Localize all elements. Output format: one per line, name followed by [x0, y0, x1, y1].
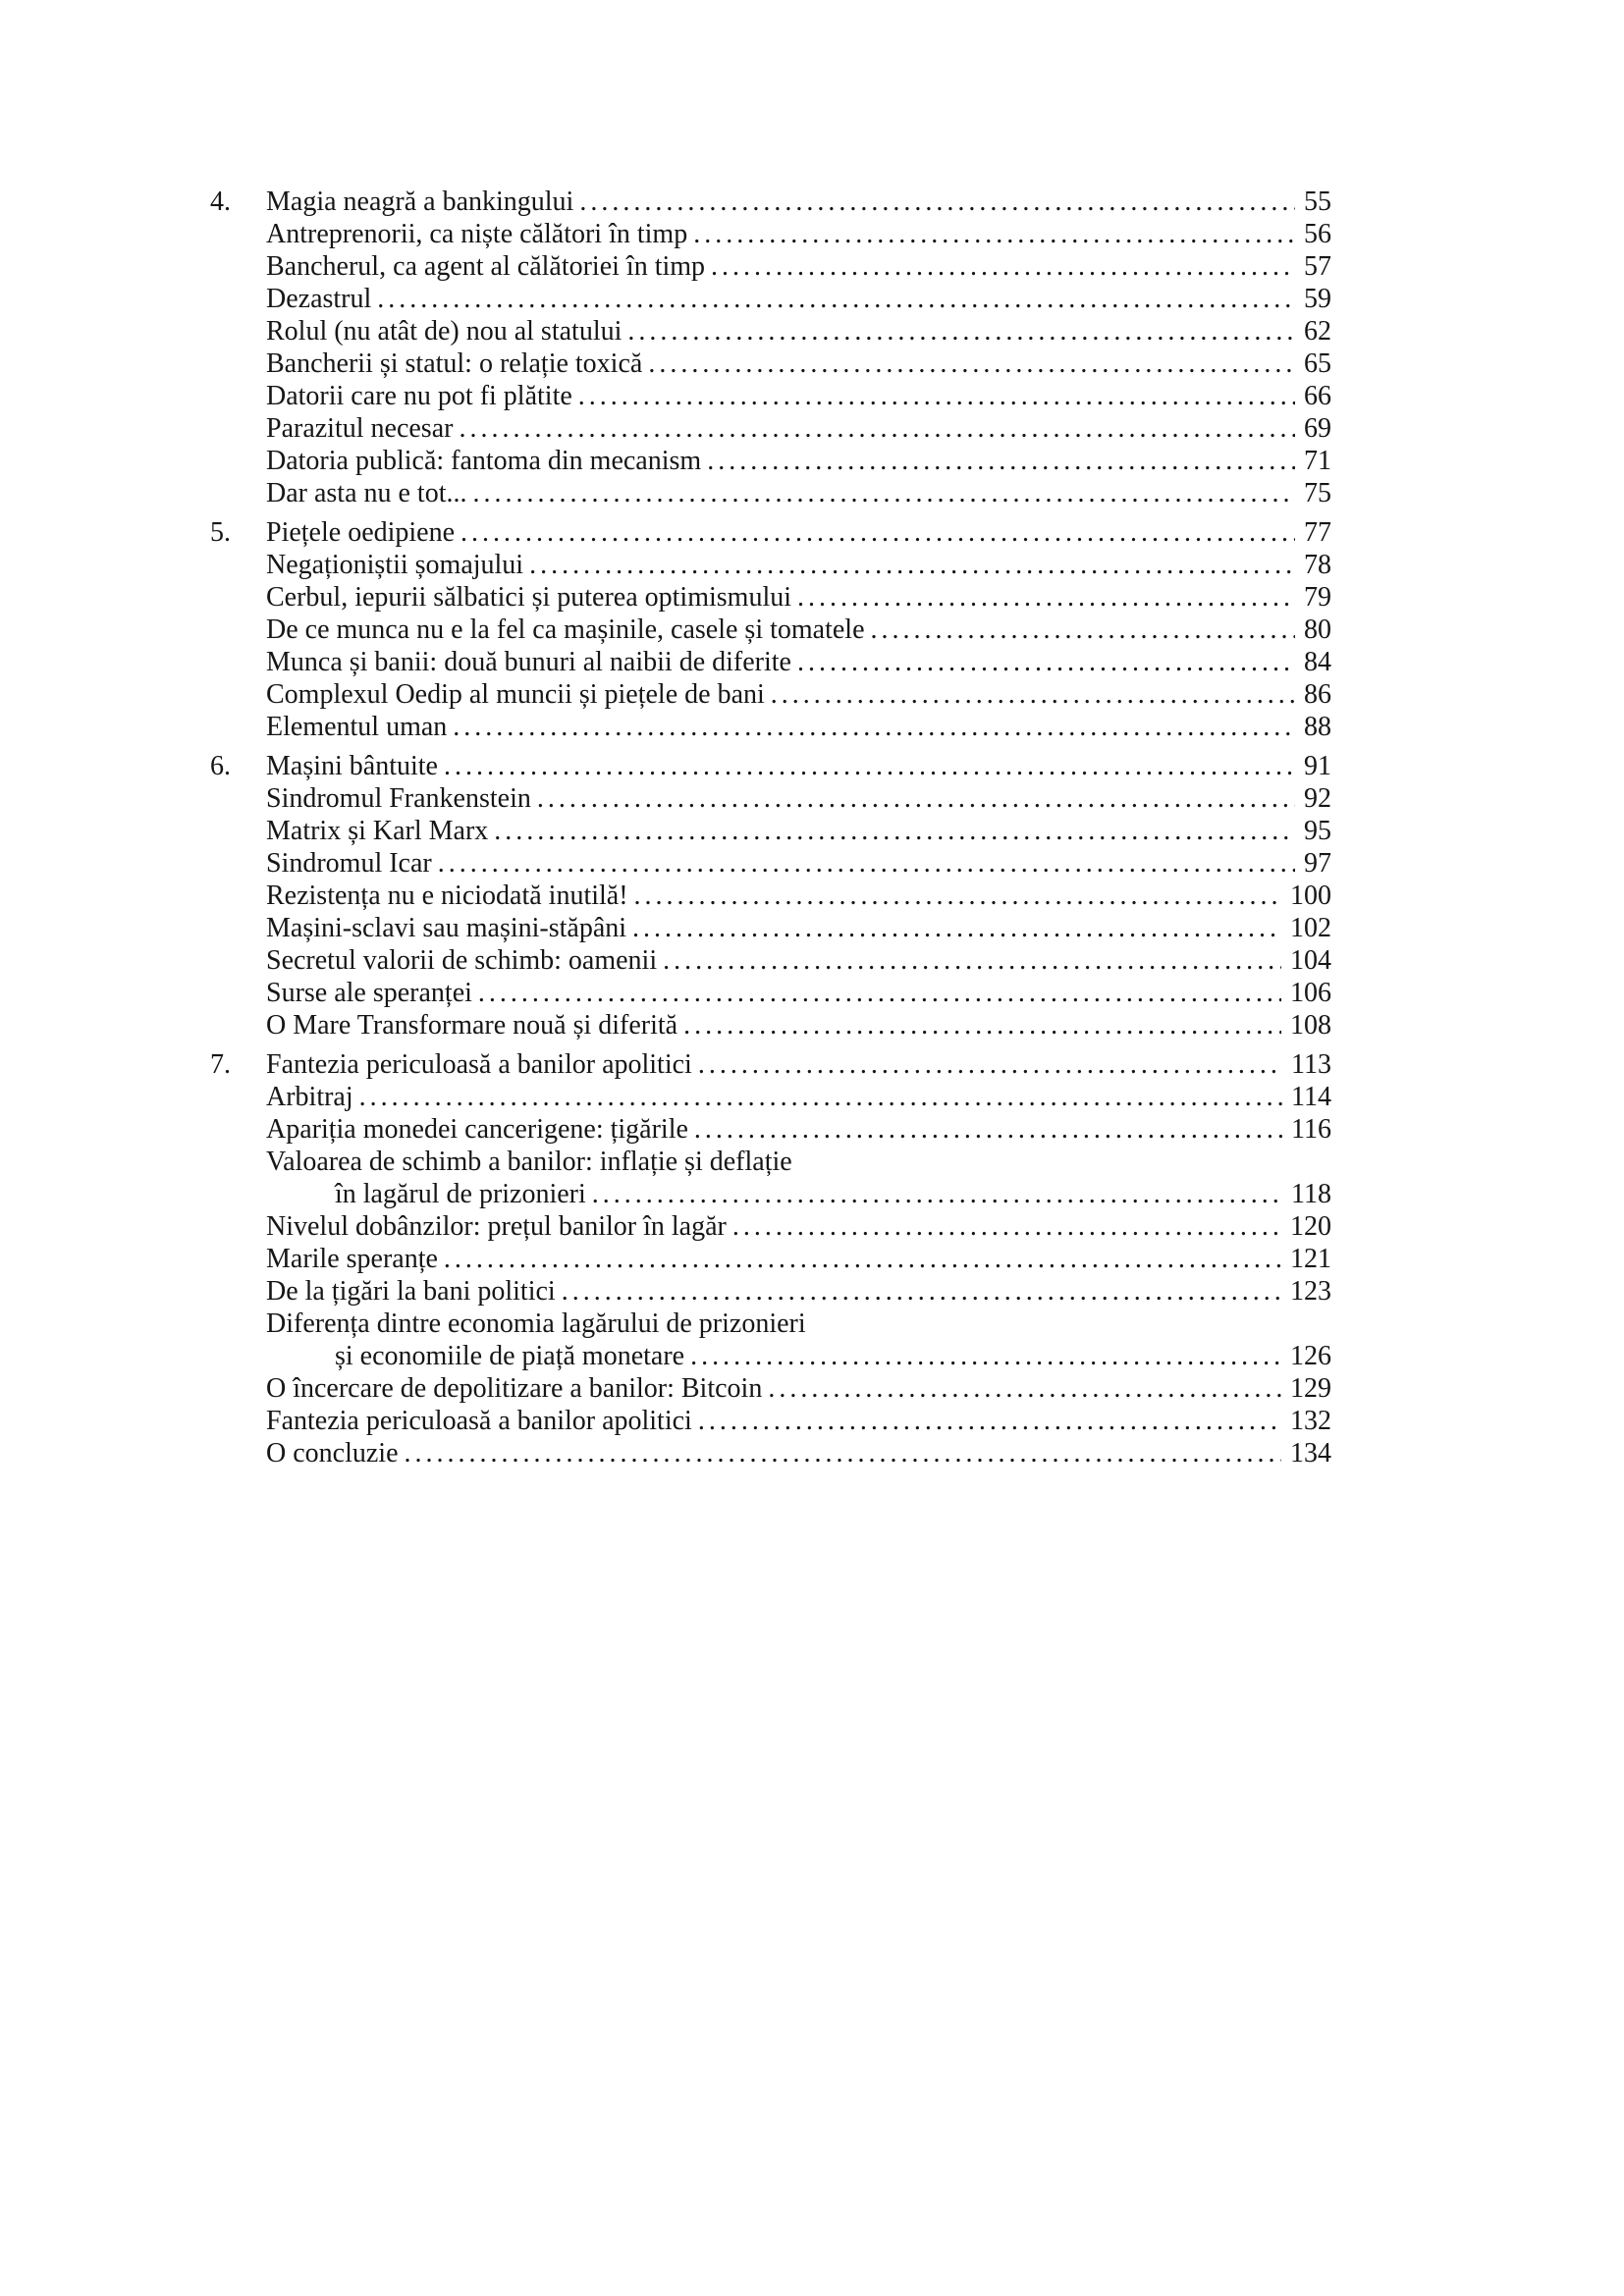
toc-sub-row: [210, 1437, 1331, 1469]
dot-leader: [663, 944, 1281, 977]
entry-title: Secretul valorii de schimb: oamenii: [266, 945, 658, 976]
entry-title: Parazitul necesar: [266, 413, 454, 444]
toc-sub-row: [210, 218, 1331, 250]
entry-title: Arbitraj: [266, 1082, 353, 1112]
dot-leader: [732, 1210, 1281, 1243]
chapter-number: 6.: [210, 751, 231, 781]
toc-sub-row: [210, 912, 1331, 944]
entry-title: Negaționiștii șomajului: [266, 550, 524, 580]
entry-title: Sindromul Frankenstein: [266, 783, 531, 814]
toc-list: [210, 186, 1331, 1469]
page-number: 123: [1290, 1276, 1331, 1307]
toc-sub-row: [210, 315, 1331, 347]
entry-title: Matrix și Karl Marx: [266, 816, 489, 846]
toc-sub-row: [210, 1372, 1331, 1405]
toc-sub-row: [210, 347, 1331, 380]
toc-sub-row: [210, 1146, 1331, 1178]
toc-sub-row: [210, 1081, 1331, 1113]
toc-sub-row: [210, 581, 1331, 614]
entry-title: Piețele oedipiene: [266, 517, 456, 548]
toc-sub-row: [210, 815, 1331, 847]
dot-leader: [797, 646, 1295, 678]
toc-chapter-row: [210, 186, 1331, 218]
toc-chapter-row: [210, 516, 1331, 549]
entry-title: Complexul Oedip al muncii și piețele de bani: [266, 679, 765, 710]
toc-sub-row: [210, 1308, 1331, 1340]
dot-leader: [460, 516, 1295, 549]
dot-leader: [359, 1081, 1282, 1113]
page-number: 62: [1304, 316, 1331, 347]
entry-title: Fantezia periculoasă a banilor apolitici: [266, 1049, 692, 1080]
dot-leader: [707, 445, 1295, 477]
entry-title: Datorii care nu pot fi plătite: [266, 381, 572, 411]
page-number: 56: [1304, 219, 1331, 249]
toc-sub-row: [210, 380, 1331, 412]
dot-leader: [579, 186, 1295, 218]
dot-leader: [683, 1009, 1281, 1041]
entry-title: Dar asta nu e tot...: [266, 478, 467, 508]
toc-sub-row: [210, 1275, 1331, 1308]
page-number: 71: [1304, 446, 1331, 476]
entry-title: Rolul (nu atât de) nou al statului: [266, 316, 623, 347]
entry-title: Fantezia periculoasă a banilor apolitici: [266, 1406, 692, 1436]
page-number: 59: [1304, 284, 1331, 314]
page-number: 77: [1304, 517, 1331, 548]
toc-chapter-row: [210, 750, 1331, 782]
toc-sub-row: [210, 614, 1331, 646]
dot-leader: [578, 380, 1295, 412]
page-number: 108: [1290, 1010, 1331, 1041]
entry-title: Sindromul Icar: [266, 848, 432, 879]
dot-leader: [459, 412, 1295, 445]
dot-leader: [871, 614, 1296, 646]
page-number: 120: [1290, 1211, 1331, 1242]
dot-leader: [529, 549, 1295, 581]
page-number: 86: [1304, 679, 1331, 710]
dot-leader: [797, 581, 1295, 614]
entry-title: Diferența dintre economia lagărului de prizonieri: [266, 1308, 806, 1339]
page-number: 132: [1290, 1406, 1331, 1436]
toc-sub-row: [210, 1405, 1331, 1437]
dot-leader: [562, 1275, 1281, 1308]
page-number: 118: [1291, 1179, 1331, 1209]
entry-title: Bancherul, ca agent al călătoriei în timp: [266, 251, 706, 282]
entry-title: De ce munca nu e la fel ca mașinile, casele și tomatele: [266, 614, 865, 645]
dot-leader: [592, 1178, 1282, 1210]
page-number: 69: [1304, 413, 1331, 444]
toc-sub-row: [210, 1243, 1331, 1275]
page-number: 91: [1304, 751, 1331, 781]
dot-leader: [634, 880, 1281, 912]
toc-sub-row: [210, 477, 1331, 509]
toc-sub-row: [210, 445, 1331, 477]
entry-title: Mașini bântuite: [266, 751, 438, 781]
dot-leader: [473, 477, 1296, 509]
page-number: 116: [1291, 1114, 1331, 1145]
page-number: 102: [1290, 913, 1331, 943]
entry-title: Elementul uman: [266, 712, 448, 742]
page-number: 129: [1290, 1373, 1331, 1404]
entry-title: Dezastrul: [266, 284, 372, 314]
dot-leader: [494, 815, 1295, 847]
entry-title: De la țigări la bani politici: [266, 1276, 556, 1307]
page-number: 126: [1290, 1341, 1331, 1371]
dot-leader: [444, 750, 1295, 782]
toc-sub-row: [210, 250, 1331, 283]
toc-sub-row: [210, 549, 1331, 581]
page-number: 78: [1304, 550, 1331, 580]
dot-leader: [693, 218, 1295, 250]
dot-leader: [690, 1340, 1281, 1372]
page-number: 104: [1290, 945, 1331, 976]
page-number: 114: [1291, 1082, 1331, 1112]
toc-sub-row: [210, 412, 1331, 445]
page-number: 65: [1304, 348, 1331, 379]
dot-leader: [632, 912, 1281, 944]
dot-leader: [711, 250, 1295, 283]
entry-title: Bancherii și statul: o relație toxică: [266, 348, 643, 379]
toc-sub-row: [210, 977, 1331, 1009]
entry-title: Marile speranțe: [266, 1244, 438, 1274]
entry-title: Nivelul dobânzilor: prețul banilor în lagăr: [266, 1211, 727, 1242]
toc-chapter-row: [210, 1048, 1331, 1081]
dot-leader: [377, 283, 1295, 315]
page-number: 113: [1291, 1049, 1331, 1080]
dot-leader: [438, 847, 1295, 880]
entry-title: și economiile de piață monetare: [335, 1341, 685, 1371]
dot-leader: [627, 315, 1295, 347]
dot-leader: [478, 977, 1281, 1009]
page-number: 75: [1304, 478, 1331, 508]
page-number: 106: [1290, 978, 1331, 1008]
entry-title: Surse ale speranței: [266, 978, 472, 1008]
entry-title: în lagărul de prizonieri: [335, 1179, 586, 1209]
chapter-number: 5.: [210, 517, 231, 548]
page-number: 66: [1304, 381, 1331, 411]
page-number: 97: [1304, 848, 1331, 879]
entry-title: O încercare de depolitizare a banilor: Bitcoin: [266, 1373, 763, 1404]
toc-sub-row: [210, 1210, 1331, 1243]
dot-leader: [768, 1372, 1281, 1405]
dot-leader: [698, 1048, 1282, 1081]
toc-sub-row: [210, 880, 1331, 912]
dot-leader: [405, 1437, 1282, 1469]
toc-sub-row: [210, 678, 1331, 711]
chapter-number: 7.: [210, 1049, 231, 1080]
entry-title: O Mare Transformare nouă și diferită: [266, 1010, 678, 1041]
dot-leader: [444, 1243, 1281, 1275]
toc-sub-row: [210, 847, 1331, 880]
toc-continuation-row: [210, 1178, 1331, 1210]
page-number: 100: [1290, 881, 1331, 911]
page-number: 134: [1290, 1438, 1331, 1468]
page-number: 80: [1304, 614, 1331, 645]
entry-title: Cerbul, iepurii sălbatici și puterea optimismului: [266, 582, 792, 613]
entry-title: Munca și banii: două bunuri al naibii de diferite: [266, 647, 791, 677]
toc-sub-row: [210, 944, 1331, 977]
dot-leader: [771, 678, 1295, 711]
dot-leader: [537, 782, 1295, 815]
entry-title: Mașini-sclavi sau mașini-stăpâni: [266, 913, 627, 943]
page-number: 95: [1304, 816, 1331, 846]
page-number: 121: [1290, 1244, 1331, 1274]
entry-title: O concluzie: [266, 1438, 399, 1468]
dot-leader: [698, 1405, 1281, 1437]
dot-leader: [648, 347, 1295, 380]
toc-sub-row: [210, 1113, 1331, 1146]
entry-title: Magia neagră a bankingului: [266, 187, 574, 217]
entry-title: Datoria publică: fantoma din mecanism: [266, 446, 702, 476]
page-number: 84: [1304, 647, 1331, 677]
entry-title: Rezistența nu e niciodată inutilă!: [266, 881, 628, 911]
toc-sub-row: [210, 782, 1331, 815]
toc-continuation-row: [210, 1340, 1331, 1372]
toc-sub-row: [210, 646, 1331, 678]
toc-sub-row: [210, 711, 1331, 743]
dot-leader: [694, 1113, 1282, 1146]
page-number: 57: [1304, 251, 1331, 282]
chapter-number: 4.: [210, 187, 231, 217]
page-number: 88: [1304, 712, 1331, 742]
dot-leader: [453, 711, 1295, 743]
entry-title: Apariția monedei cancerigene: țigările: [266, 1114, 688, 1145]
toc-sub-row: [210, 283, 1331, 315]
page-number: 55: [1304, 187, 1331, 217]
page-number: 92: [1304, 783, 1331, 814]
entry-title: Valoarea de schimb a banilor: inflație și deflație: [266, 1147, 792, 1177]
entry-title: Antreprenorii, ca niște călători în timp: [266, 219, 688, 249]
page-number: 79: [1304, 582, 1331, 613]
toc-sub-row: [210, 1009, 1331, 1041]
